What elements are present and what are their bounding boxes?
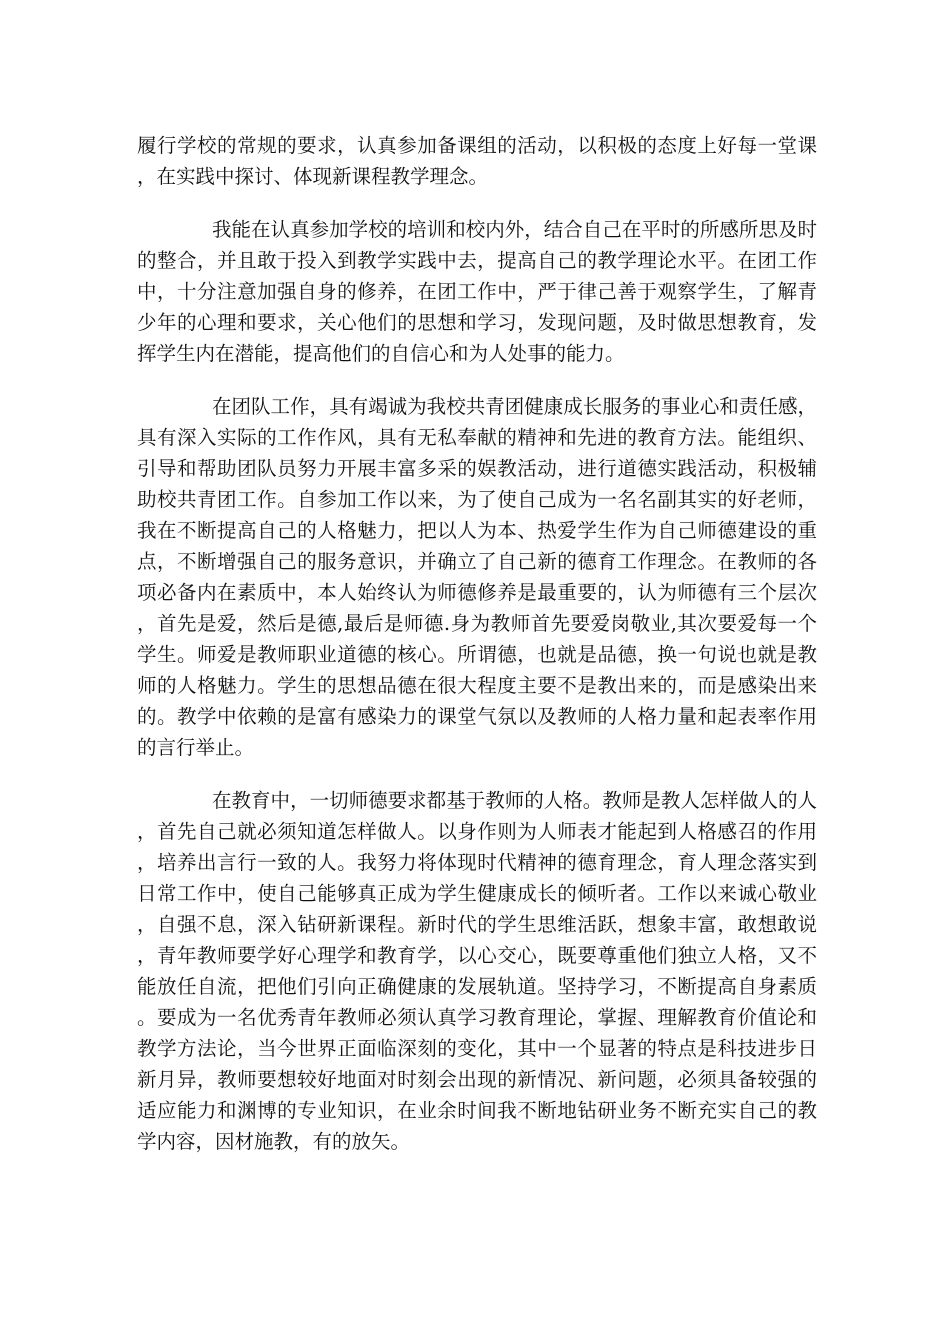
paragraph-continuation: 履行学校的常规的要求，认真参加备课组的活动，以积极的态度上好每一堂课，在实践中探讨、体现新课程教学理念。 [137,134,817,188]
paragraph-education: 在教育中，一切师德要求都基于教师的人格。教师是教人怎样做人的人，首先自己就必须知道怎样做人。以身作则为人师表才能起到人格感召的作用，培养出言行一致的人。我努力将体现时代精神的德育理念，育人理念落实到日常工作中，使自己能够真正成为学生健康成长的倾听者。工作以来诚心敬业，自强不息，深入钻研新课程。新时代的学生思维活跃，想象丰富，敢想敢说，青年教师要学好心理学和教育学，以心交心，既要尊重他们独立人格，又不能放任自流，把他们引向正确健康的发展轨道。坚持学习，不断提高自身素质。要成为一名优秀青年教师必须认真学习教育理论，掌握、理解教育价值论和教学方法论，当今世界正面临深刻的变化，其中一个显著的特点是科技进步日新月异，教师要想较好地面对时刻会出现的新情况、新问题，必须具备较强的适应能力和渊博的专业知识，在业余时间我不断地钻研业务不断充实自己的教学内容，因材施教，有的放矢。 [137,789,817,1153]
paragraph-training: 我能在认真参加学校的培训和校内外，结合自己在平时的所感所思及时的整合，并且敢于投入到教学实践中去，提高自己的教学理论水平。在团工作中，十分注意加强自身的修养，在团工作中，严于律己善于观察学生，了解青少年的心理和要求，关心他们的思想和学习，发现问题，及时做思想教育，发挥学生内在潜能，提高他们的自信心和为人处事的能力。 [137,218,817,365]
paragraph-team-work: 在团队工作，具有竭诚为我校共青团健康成长服务的事业心和责任感，具有深入实际的工作作风，具有无私奉献的精神和先进的教育方法。能组织、引导和帮助团队员努力开展丰富多采的娱教活动，进行道德实践活动，积极辅助校共青团工作。自参加工作以来，为了使自己成为一名名副其实的好老师，我在不断提高自己的人格魅力，把以人为本、热爱学生作为自己师德建设的重点，不断增强自己的服务意识，并确立了自己新的德育工作理念。在教师的各项必备内在素质中，本人始终认为师德修养是最重要的，认为师德有三个层次，首先是爱，然后是德,最后是师德.身为教师首先要爱岗敬业,其次要爱每一个学生。师爱是教师职业道德的核心。所谓德，也就是品德，换一句说也就是教师的人格魅力。学生的思想品德在很大程度主要不是教出来的，而是感染出来的。教学中依赖的是富有感染力的课堂气氛以及教师的人格力量和起表率作用的言行举止。 [137,395,817,759]
document-body [137,130,817,1179]
